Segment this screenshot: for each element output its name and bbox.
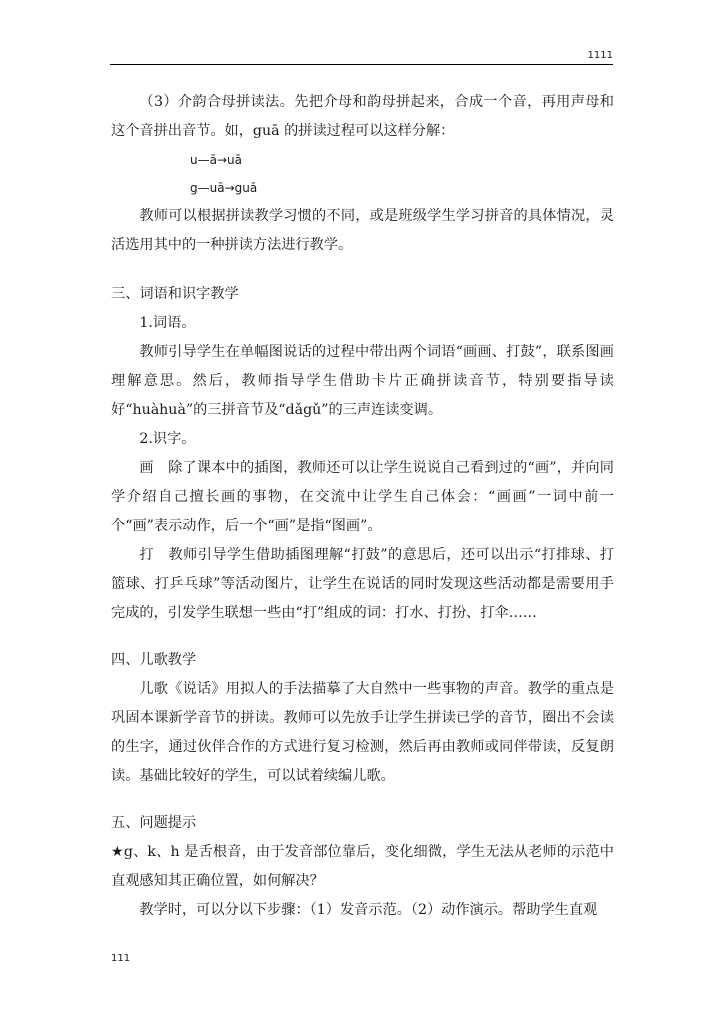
question-text: g、k、h 是舌根音，由于发音部位靠后，变化细微，学生无法从老师的示范中直观感知其正确位置，如何解决？	[111, 844, 614, 889]
paragraph-words: 教师引导学生在单幅图说话的过程中带出两个词语“画画、打鼓”，联系图画理解意思。然后，教师指导学生借助卡片正确拼读音节，特别要指导读好“huàhuà”的三拼音节及“dǎgǔ”的三声连读变调。	[111, 344, 614, 418]
subheading-characters: 2.识字。	[139, 431, 196, 447]
paragraph-teaching-steps: 教学时，可以分以下步骤：（1）发音示范。（2）动作演示。帮助学生直观	[139, 902, 598, 918]
document-body	[111, 88, 614, 925]
formula-line-2: g—uā→guā	[190, 181, 258, 195]
paragraph-nursery-rhyme: 儿歌《说话》用拟人的手法描摹了大自然中一些事物的声音。教学的重点是巩固本课新学音节的拼读。教师可以先放手让学生拼读已学的音节，圈出不会读的生字，通过伙伴合作的方式进行复习检测，然后再由教师或同伴带读，反复朗读。基础比较好的学生，可以试着续编儿歌。	[111, 681, 614, 784]
section-heading-5: 五、问题提示	[111, 815, 197, 831]
section-heading-3: 三、词语和识字教学	[111, 286, 239, 302]
footer-page-number: 111	[111, 953, 131, 964]
star-icon: ★	[111, 844, 124, 860]
header-rule	[110, 64, 613, 65]
paragraph-char-hua: 画 除了课本中的插图，教师还可以让学生说说自己看到过的“画”，并向同学介绍自己擅长画的事物，在交流中让学生自己体会：“画画”一词中前一个“画”表示动作，后一个“画”是指“图画”。	[111, 460, 614, 534]
formula-line-1: u—ā→uā	[190, 153, 242, 167]
subheading-words: 1.词语。	[139, 315, 196, 331]
paragraph-flexible-method: 教师可以根据拼读教学习惯的不同，或是班级学生学习拼音的具体情况，灵活选用其中的一种拼读方法进行教学。	[111, 208, 614, 253]
header-page-number: 1111	[587, 50, 613, 61]
section-heading-4: 四、儿歌教学	[111, 652, 197, 668]
paragraph-pinyin-method: （3）介韵合母拼读法。先把介母和韵母拼起来，合成一个音，再用声母和这个音拼出音节。如，guā 的拼读过程可以这样分解：	[111, 94, 614, 139]
paragraph-char-da: 打 教师引导学生借助插图理解“打鼓”的意思后，还可以出示“打排球、打篮球、打乒乓球”等活动图片，让学生在说话的同时发现这些活动都是需要用手完成的，引发学生联想一些由“打”组成的词：打水、打扮、打伞……	[111, 547, 614, 621]
paragraph-question	[111, 838, 614, 896]
